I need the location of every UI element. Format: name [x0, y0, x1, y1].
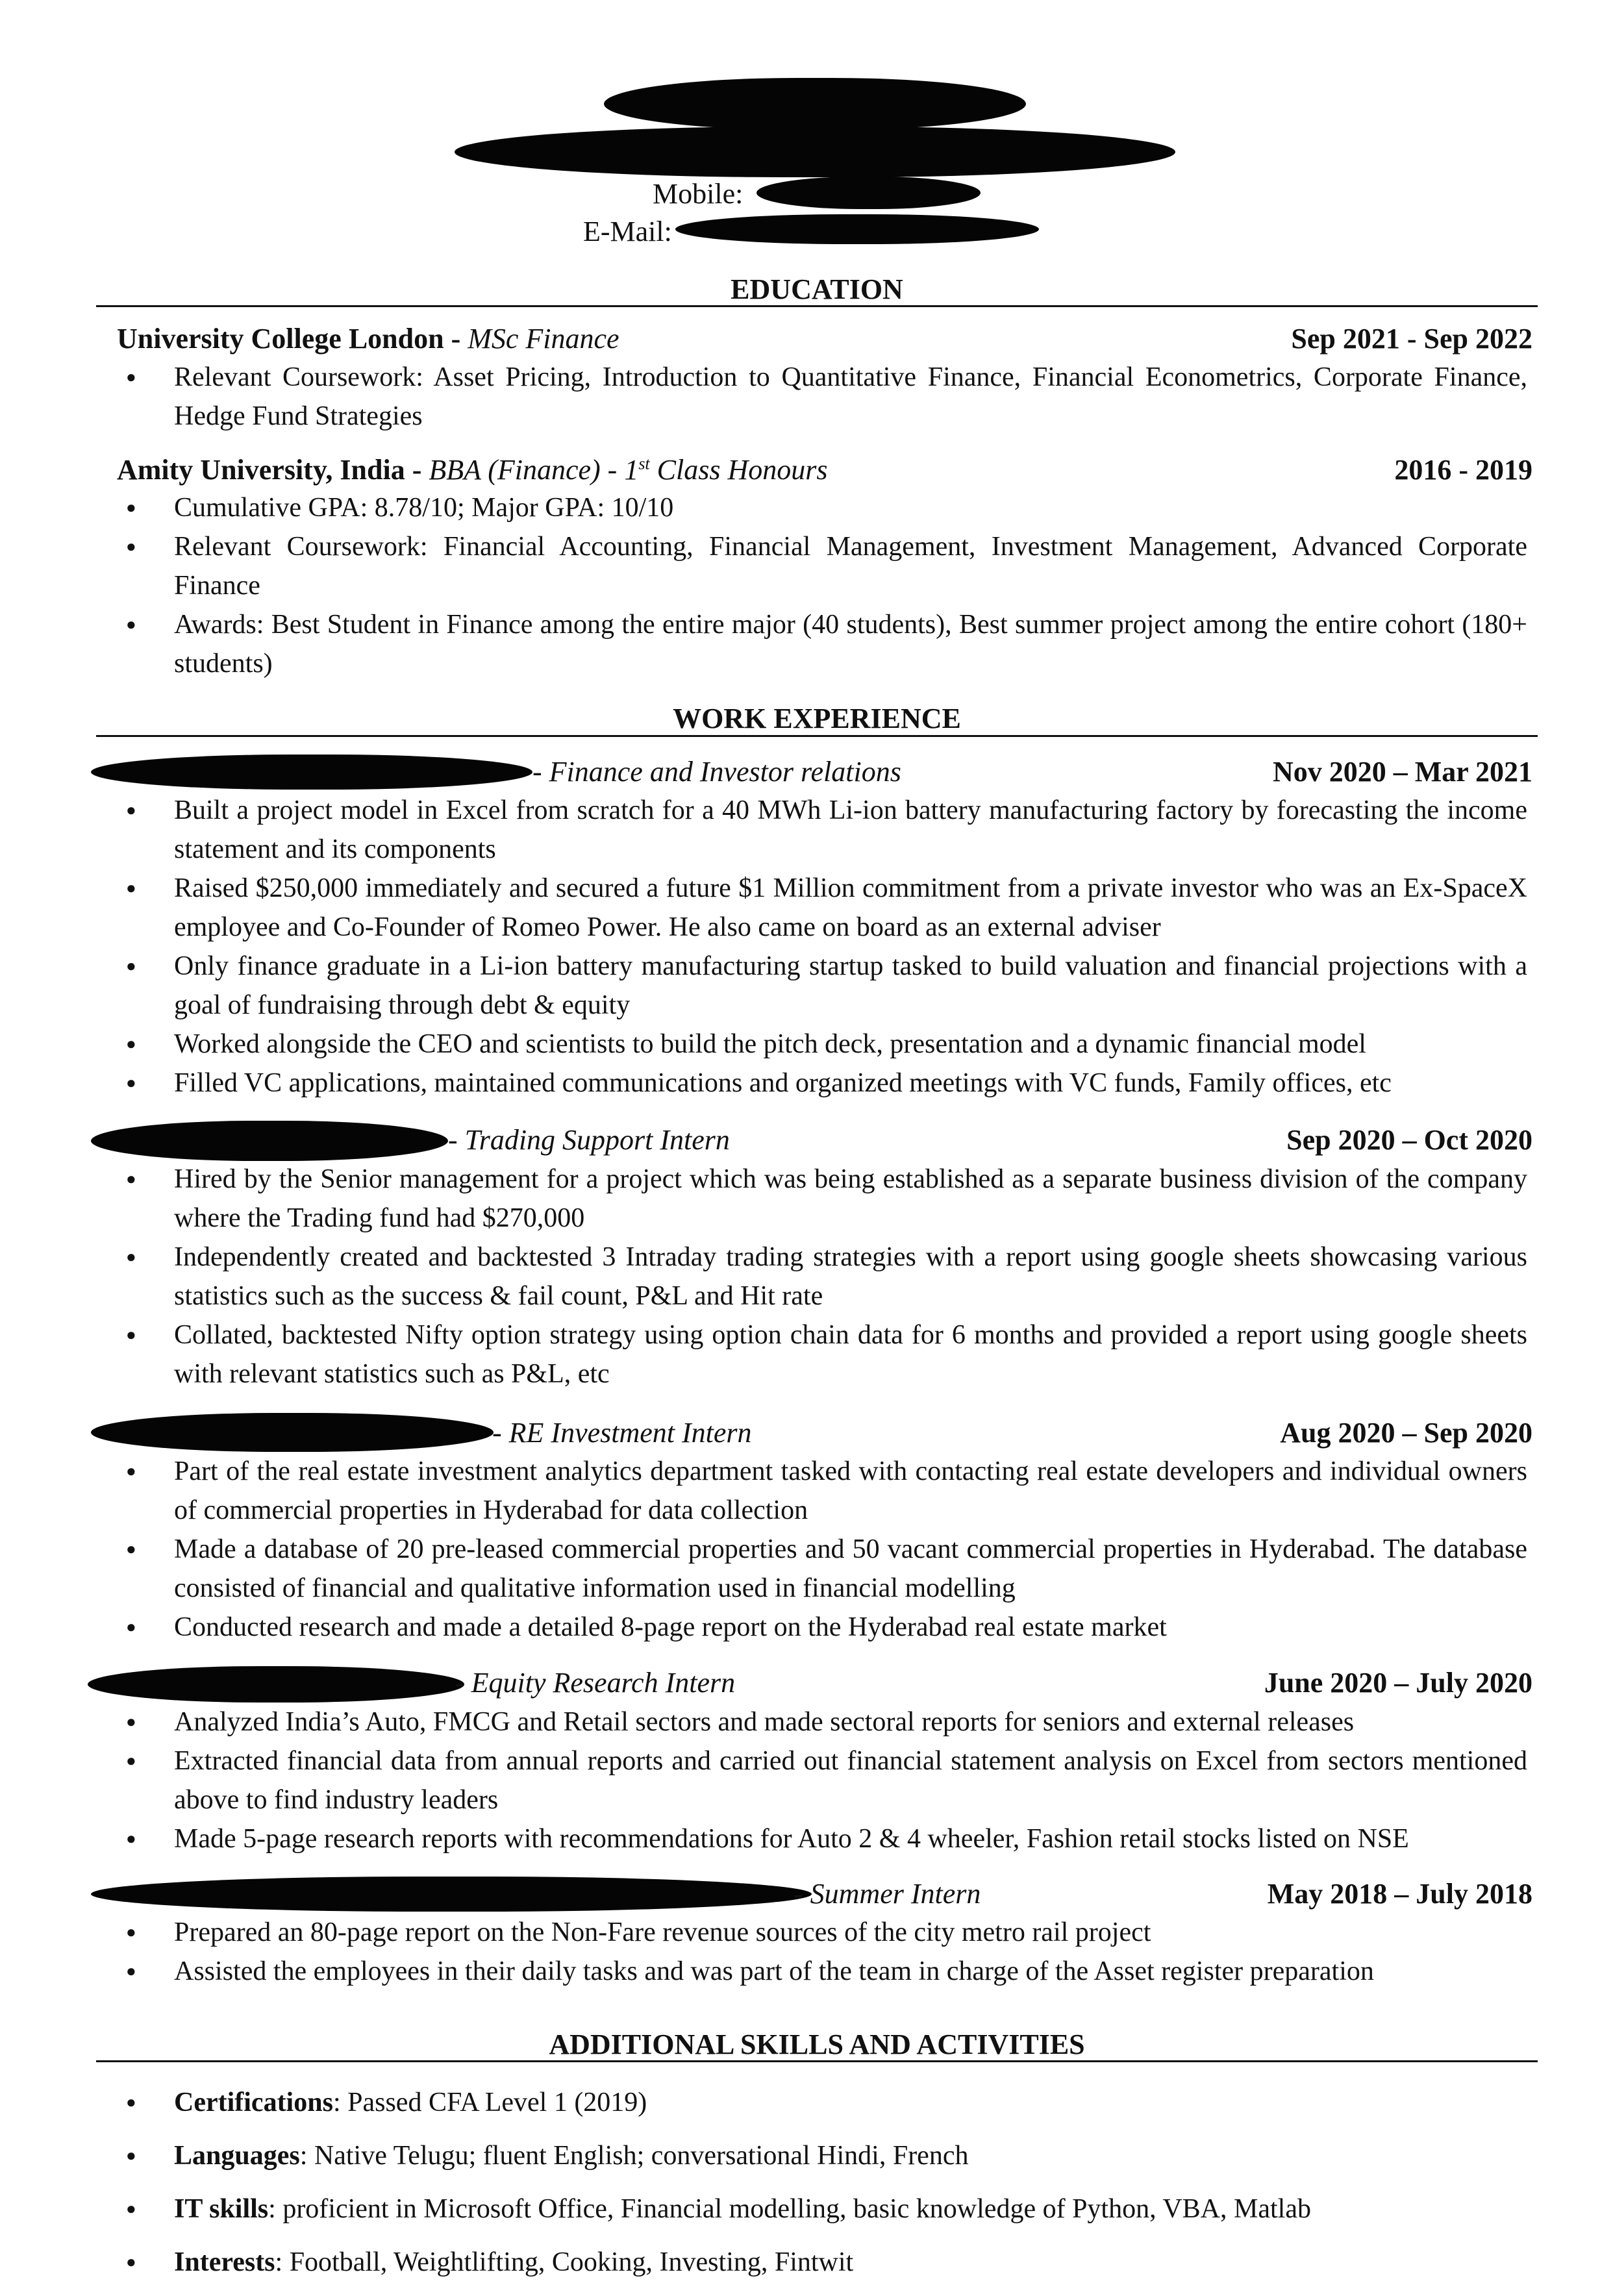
job-title-row: - Equity Research Intern June 2020 – July 2020 [455, 1667, 1532, 1699]
bullet-item: ● Only finance graduate in a Li-ion battery manufacturing startup tasked to build valuation and financial projections with a goal of fundraising through debt & equity [117, 947, 1527, 1025]
skill-item: ● IT skills: proficient in Microsoft Office, Financial modelling, basic knowledge of Python, VBA, Matlab [117, 2190, 1527, 2228]
skill-item: ● Interests: Football, Weightlifting, Cooking, Investing, Fintwit [117, 2243, 1527, 2282]
section-divider [96, 305, 1538, 307]
date-range: Aug 2020 – Sep 2020 [1280, 1417, 1532, 1449]
job-title-row: - Summer Intern May 2018 – July 2018 [794, 1878, 1532, 1910]
bullet-item: ● Filled VC applications, maintained communications and organized meetings with VC funds, Family offices, etc [117, 1064, 1527, 1103]
job-role: Finance and Investor relations [549, 756, 901, 788]
section-heading-additional-skills: ADDITIONAL SKILLS AND ACTIVITIES [549, 2028, 1085, 2060]
section-heading-education: EDUCATION [731, 273, 903, 305]
institution-name: University College London [117, 323, 444, 355]
bullet-item: ● Collated, backtested Nifty option strategy using option chain data for 6 months and provided a report using google sheets with relevant statistics such as P&L, etc [117, 1316, 1527, 1393]
job-role: Equity Research Intern [471, 1667, 736, 1699]
bullet-item: ● Made a database of 20 pre-leased commercial properties and 50 vacant commercial properties in Hyderabad. The database consisted of financial and qualitative information used in financial modelling [117, 1530, 1527, 1608]
job-bullet-list [117, 1452, 1527, 1647]
education-bullet-list [117, 358, 1527, 436]
education-entry-title: Amity University, India - BBA (Finance) - 1st Class Honours 2016 - 2019 [117, 454, 1532, 486]
skills-bullet-list [117, 2083, 1527, 2296]
job-bullet-list [117, 1913, 1527, 1991]
degree-name: MSc Finance [468, 323, 619, 355]
bullet-item: ● Relevant Coursework: Financial Accounting, Financial Management, Investment Management, Advanced Corporate Finance [117, 527, 1527, 605]
job-bullet-list [117, 791, 1527, 1103]
section-heading-work-experience: WORK EXPERIENCE [673, 703, 961, 734]
degree-name: BBA (Finance) - 1st Class Honours [429, 454, 828, 486]
redacted-address [455, 127, 1175, 177]
bullet-item: ● Analyzed India’s Auto, FMCG and Retail sectors and made sectoral reports for seniors and external releases [117, 1703, 1527, 1741]
bullet-item: ● Independently created and backtested 3 Intraday trading strategies with a report using google sheets showcasing various statistics such as the success & fail count, P&L and Hit rate [117, 1238, 1527, 1316]
bullet-item: ● Hired by the Senior management for a project which was being established as a separate business division of the company where the Trading fund had $270,000 [117, 1160, 1527, 1238]
job-title-row: - Finance and Investor relations Nov 2020 – Mar 2021 [532, 756, 1532, 788]
skill-item: ● Languages: Native Telugu; fluent English; conversational Hindi, French [117, 2136, 1527, 2175]
redacted-mobile [756, 177, 981, 209]
bullet-item: ● Part of the real estate investment analytics department tasked with contacting real estate developers and individual owners of commercial properties in Hyderabad for data collection [117, 1452, 1527, 1530]
education-bullet-list [117, 488, 1527, 683]
job-bullet-list [117, 1160, 1527, 1393]
bullet-item: ● Cumulative GPA: 8.78/10; Major GPA: 10/10 [117, 488, 1527, 527]
bullet-item: ● Assisted the employees in their daily tasks and was part of the team in charge of the Asset register preparation [117, 1952, 1527, 1991]
bullet-item: ● Prepared an 80-page report on the Non-Fare revenue sources of the city metro rail project [117, 1913, 1527, 1952]
date-range: Sep 2020 – Oct 2020 [1286, 1124, 1532, 1156]
mobile-label: Mobile: [653, 178, 744, 210]
bullet-item: ● Awards: Best Student in Finance among the entire major (40 students), Best summer project among the entire cohort (180+ students) [117, 605, 1527, 683]
bullet-item: ● Extracted financial data from annual reports and carried out financial statement analysis on Excel from sectors mentioned above to find industry leaders [117, 1741, 1527, 1819]
job-role: Trading Support Intern [464, 1124, 730, 1156]
email-label: E-Mail: [583, 216, 672, 247]
bullet-item: ● Worked alongside the CEO and scientists to build the pitch deck, presentation and a dynamic financial model [117, 1025, 1527, 1064]
job-role: Summer Intern [810, 1878, 981, 1910]
redacted-email [675, 214, 1039, 244]
date-range: Nov 2020 – Mar 2021 [1272, 756, 1532, 788]
job-title-row: - RE Investment Intern Aug 2020 – Sep 2020 [492, 1417, 1532, 1449]
job-role: RE Investment Intern [508, 1417, 752, 1449]
bullet-item: ● Relevant Coursework: Asset Pricing, Introduction to Quantitative Finance, Financial Econometrics, Corporate Finance, Hedge Fund Strategies [117, 358, 1527, 436]
date-range: May 2018 – July 2018 [1267, 1878, 1532, 1910]
bullet-item: ● Made 5-page research reports with recommendations for Auto 2 & 4 wheeler, Fashion retail stocks listed on NSE [117, 1819, 1527, 1858]
date-range: Sep 2021 - Sep 2022 [1291, 323, 1532, 355]
skill-item: ● Certifications: Passed CFA Level 1 (2019) [117, 2083, 1527, 2122]
education-entry-title: University College London - MSc Finance Sep 2021 - Sep 2022 [117, 323, 1532, 355]
bullet-item: ● Conducted research and made a detailed 8-page report on the Hyderabad real estate market [117, 1608, 1527, 1647]
redacted-name [604, 78, 1026, 130]
date-range: 2016 - 2019 [1394, 454, 1532, 486]
job-bullet-list [117, 1703, 1527, 1858]
section-divider [96, 2060, 1538, 2062]
section-divider [96, 735, 1538, 737]
bullet-item: ● Built a project model in Excel from scratch for a 40 MWh Li-ion battery manufacturing factory by forecasting the income statement and its components [117, 791, 1527, 869]
institution-name: Amity University, India [117, 454, 405, 486]
bullet-item: ● Raised $250,000 immediately and secured a future $1 Million commitment from a private investor who was an Ex-SpaceX employee and Co-Founder of Romeo Power. He also came on board as an external adviser [117, 869, 1527, 947]
date-range: June 2020 – July 2020 [1264, 1667, 1532, 1699]
job-title-row: - Trading Support Intern Sep 2020 – Oct 2020 [448, 1124, 1532, 1156]
